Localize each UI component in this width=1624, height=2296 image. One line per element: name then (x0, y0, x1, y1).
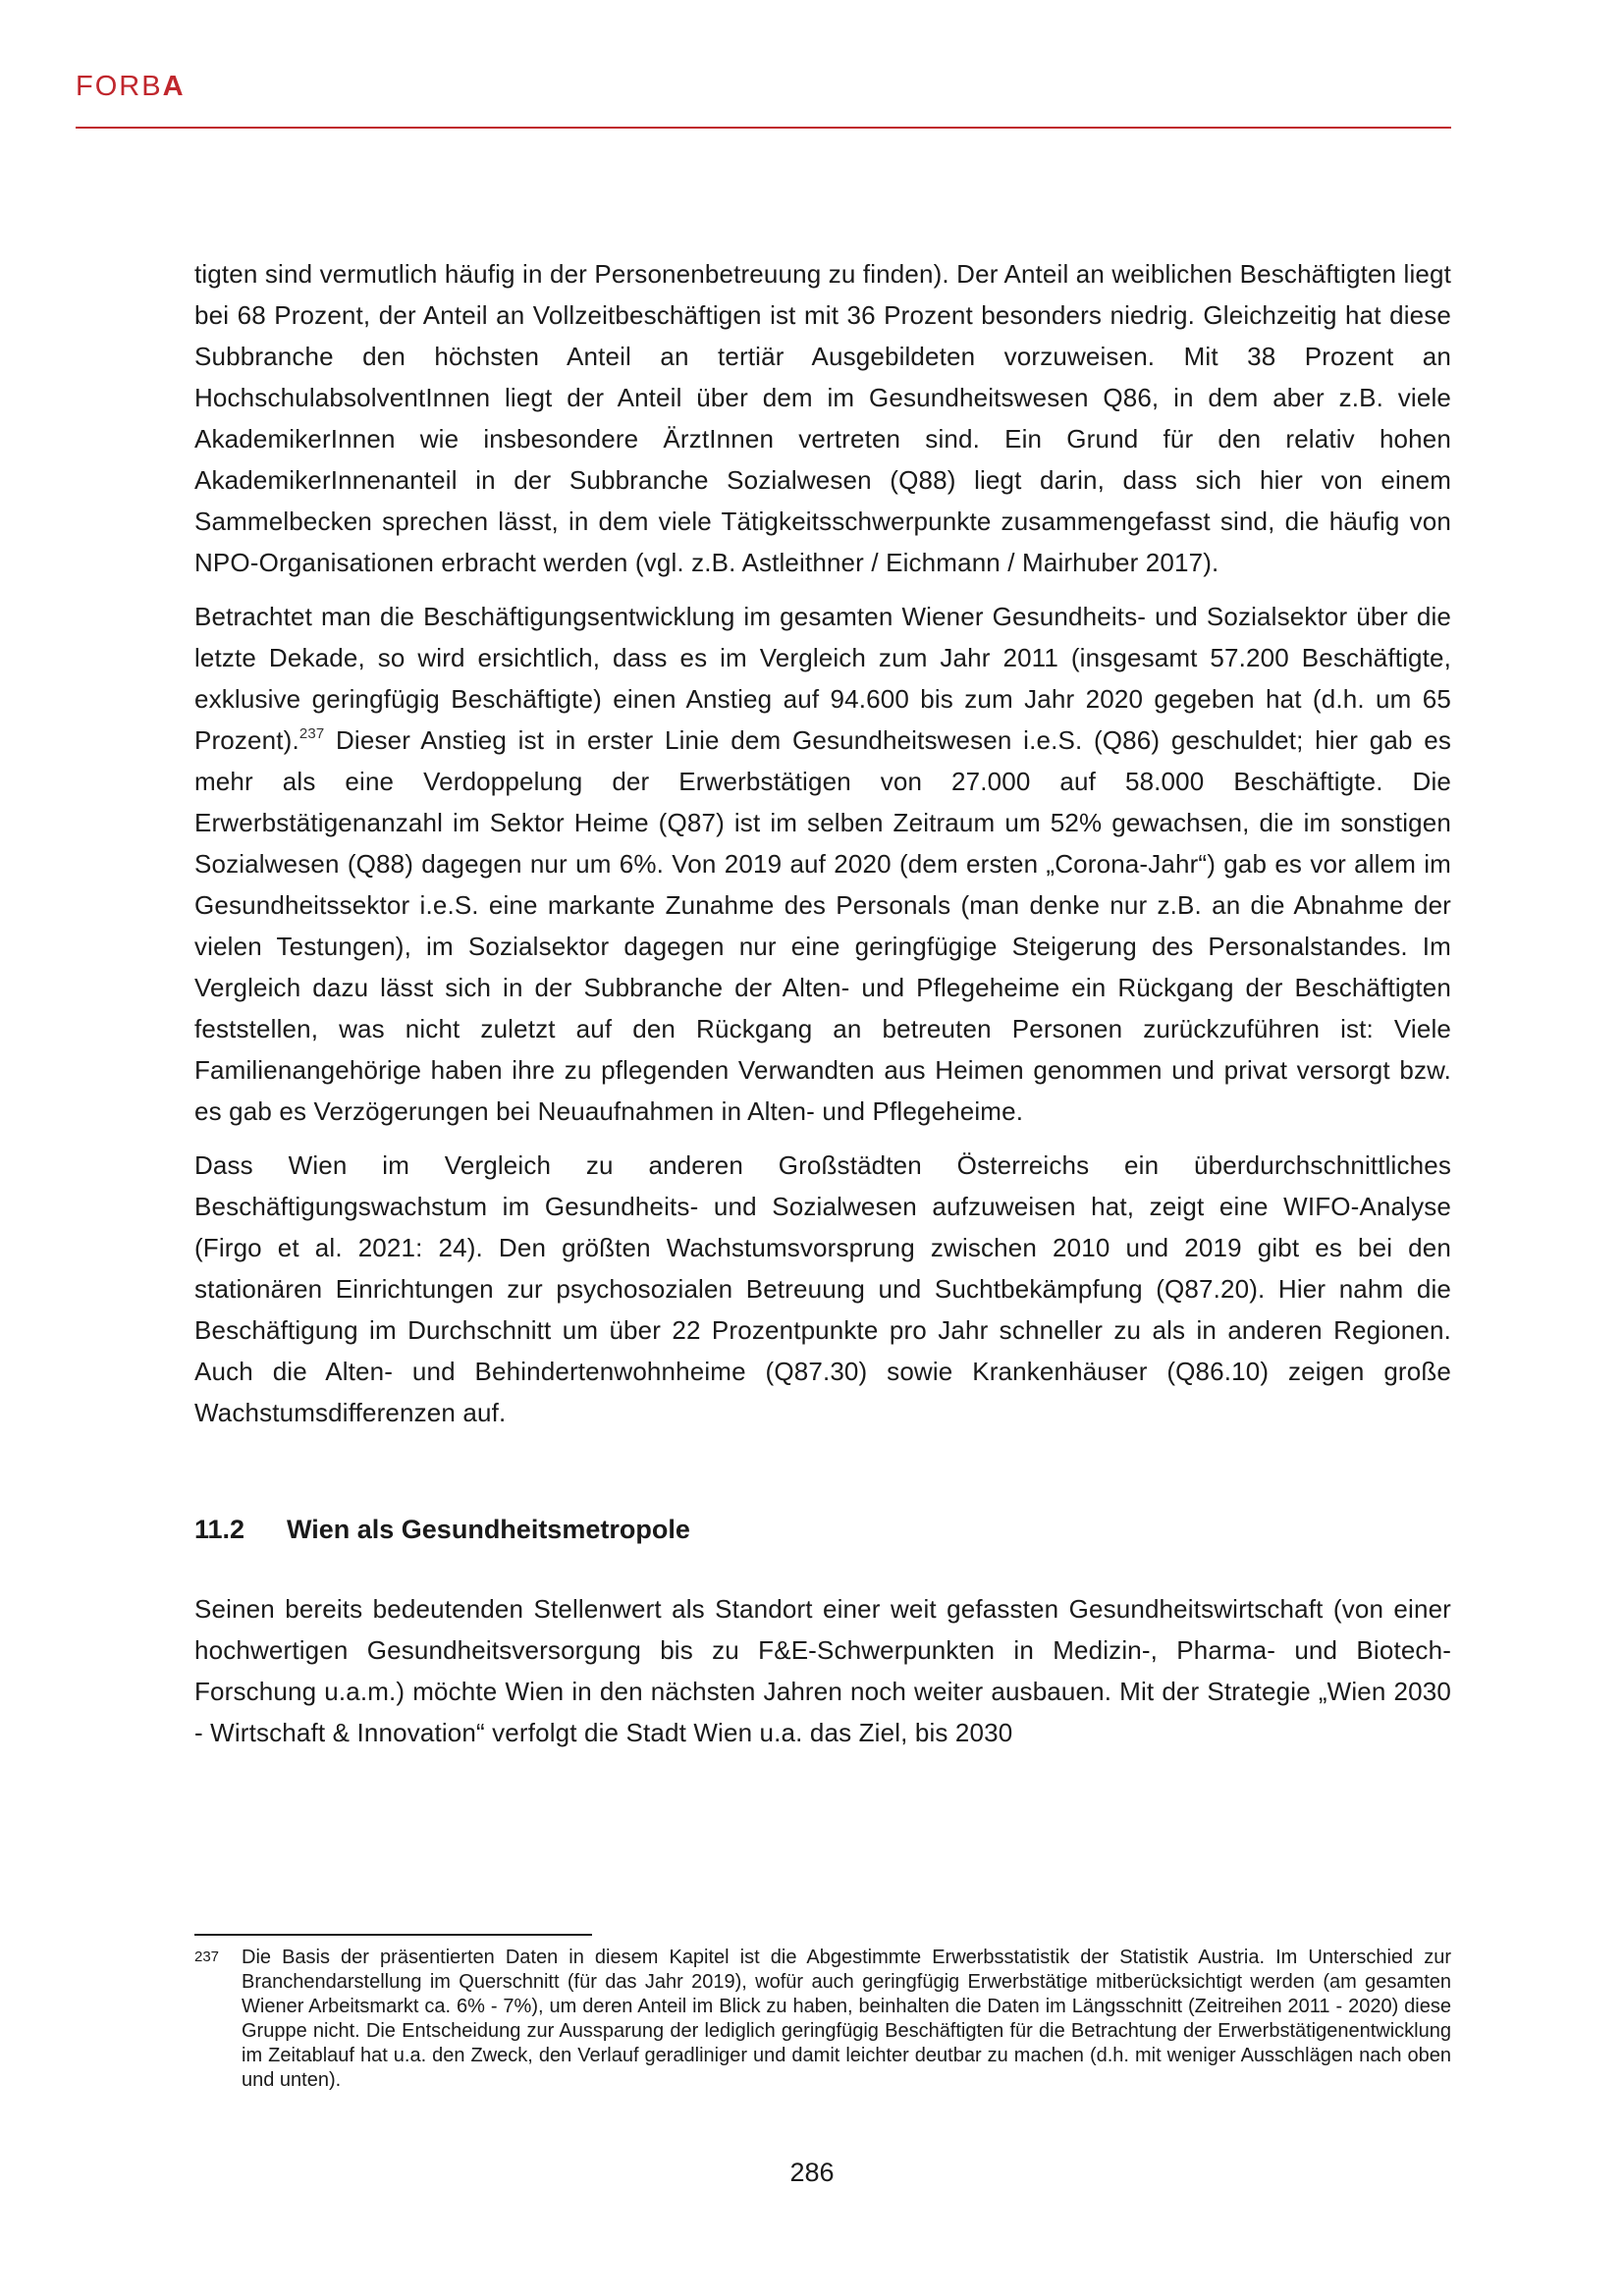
footnote-divider (194, 1934, 592, 1936)
logo-text-last: A (162, 71, 186, 102)
logo-text-main: FORB (76, 71, 163, 102)
header-divider (76, 127, 1451, 129)
page-number: 286 (789, 2158, 835, 2187)
footnote-reference[interactable]: 237 (298, 725, 325, 742)
paragraph-4: Seinen bereits bedeutenden Stellenwert als Standort einer weit gefassten Gesundheitswirtschaft (von einer hochwertigen Gesundheitsversorgung bis zu F&E-Schwerpunkten in Medizin-, Pharma- und Biotech-Forschung u.a.m.) möchte Wien in den nächsten Jahren noch weiter ausbauen. Mit der Strategie „Wien 2030 - Wirtschaft & Innovation“ verfolgt die Stadt Wien u.a. das Ziel, bis 2030 (194, 1594, 1451, 1747)
paragraph-3: Dass Wien im Vergleich zu anderen Großstädten Österreichs ein überdurchschnittliches Beschäftigungswachstum im Gesundheits- und Sozialwesen aufzuweisen hat, zeigt eine WIFO-Analyse (Firgo et al. 2021: 24). Den größten Wachstumsvorsprung zwischen 2010 und 2019 gibt es bei den stationären Einrichtungen zur psychosozialen Betreuung und Suchtbekämpfung (Q87.20). Hier nahm die Beschäftigung im Durchschnitt um über 22 Prozentpunkte pro Jahr schneller zu als in anderen Regionen. Auch die Alten- und Behindertenwohnheime (Q87.30) sowie Krankenhäuser (Q86.10) zeigen große Wachstumsdifferenzen auf. (194, 1150, 1451, 1427)
paragraph-2-part-b: Dieser Anstieg ist in erster Linie dem Gesundheitswesen i.e.S. (Q86) geschuldet; hier gab es mehr als eine Verdoppelung der Erwerbstätigen von 27.000 auf 58.000 Beschäftigte. Die Erwerbstätigenanzahl im Sektor Heime (Q87) ist im selben Zeitraum um 52% gewachsen, die im sonstigen Sozialwesen (Q88) dagegen nur um 6%. Von 2019 auf 2020 (dem ersten „Corona-Jahr“) gab es vor allem im Gesundheitssektor i.e.S. eine markante Zunahme des Personals (man denke nur z.B. an die Abnahme der vielen Testungen), im Sozialsektor dagegen nur eine geringfügige Steigerung des Personalstandes. Im Vergleich dazu lässt sich in der Subbranche der Alten- und Pflegeheime ein Rückgang der Beschäftigten feststellen, was nicht zuletzt auf den Rückgang an betreuten Personen zurückzuführen ist: Viele Familienangehörige haben ihre zu pflegenden Verwandten aus Heimen genommen und privat versorgt bzw. es gab es Verzögerungen bei Neuaufnahmen in Alten- und Pflegeheime. (194, 725, 1451, 1126)
main-content (194, 253, 1451, 1766)
paragraph-1: tigten sind vermutlich häufig in der Personenbetreuung zu finden). Der Anteil an weiblichen Beschäftigten liegt bei 68 Prozent, der Anteil an Vollzeitbeschäftigen ist mit 36 Prozent besonders niedrig. Gleichzeitig hat diese Subbranche den höchsten Anteil an tertiär Ausgebildeten vorzuweisen. Mit 38 Prozent an HochschulabsolventInnen liegt der Anteil über dem im Gesundheitswesen Q86, in dem aber z.B. viele AkademikerInnen wie insbesondere ÄrztInnen vertreten sind. Ein Grund für den relativ hohen AkademikerInnenanteil in der Subbranche Sozialwesen (Q88) liegt darin, dass sich hier von einem Sammelbecken sprechen lässt, in dem viele Tätigkeitsschwerpunkte zusammengefasst sind, die häufig von NPO-Organisationen erbracht werden (vgl. z.B. Astleithner / Eichmann / Mairhuber 2017). (194, 259, 1451, 577)
paragraph-2 (194, 596, 1451, 1132)
footnote (194, 1946, 1451, 2093)
footnote-text: Die Basis der präsentierten Daten in diesem Kapitel ist die Abgestimmte Erwerbsstatistik der Statistik Austria. Im Unterschied zur Branchendarstellung im Querschnitt (für das Jahr 2019), wofür auch geringfügig Erwerbstätige mitberücksichtigt werden (am gesamten Wiener Arbeitsmarkt ca. 6% - 7%), um deren Anteil im Blick zu haben, beinhalten die Daten im Längsschnitt (Zeitreihen 2011 - 2020) diese Gruppe nicht. Die Entscheidung zur Aussparung der lediglich geringfügig Beschäftigten für die Betrachtung der Erwerbstätigenentwicklung im Zeitablauf hat u.a. den Zweck, den Verlauf geradliniger und damit leichter deutbar zu machen (d.h. mit weniger Ausschlägen nach oben und unten). (242, 1947, 1451, 2091)
forba-logo (76, 71, 186, 103)
section-heading (194, 1510, 1451, 1549)
footnote-number: 237 (194, 1949, 220, 1965)
section-number: 11.2 (194, 1515, 245, 1544)
section-title: Wien als Gesundheitsmetropole (287, 1515, 690, 1544)
paragraph-2-part-a: Betrachtet man die Beschäftigungsentwicklung im gesamten Wiener Gesundheits- und Sozialsektor über die letzte Dekade, so wird ersichtlich, dass es im Vergleich zum Jahr 2011 (insgesamt 57.200 Beschäftigte, exklusive geringfügig Beschäftigte) einen Anstieg auf 94.600 bis zum Jahr 2020 gegeben hat (d.h. um 65 Prozent). (194, 602, 1451, 755)
